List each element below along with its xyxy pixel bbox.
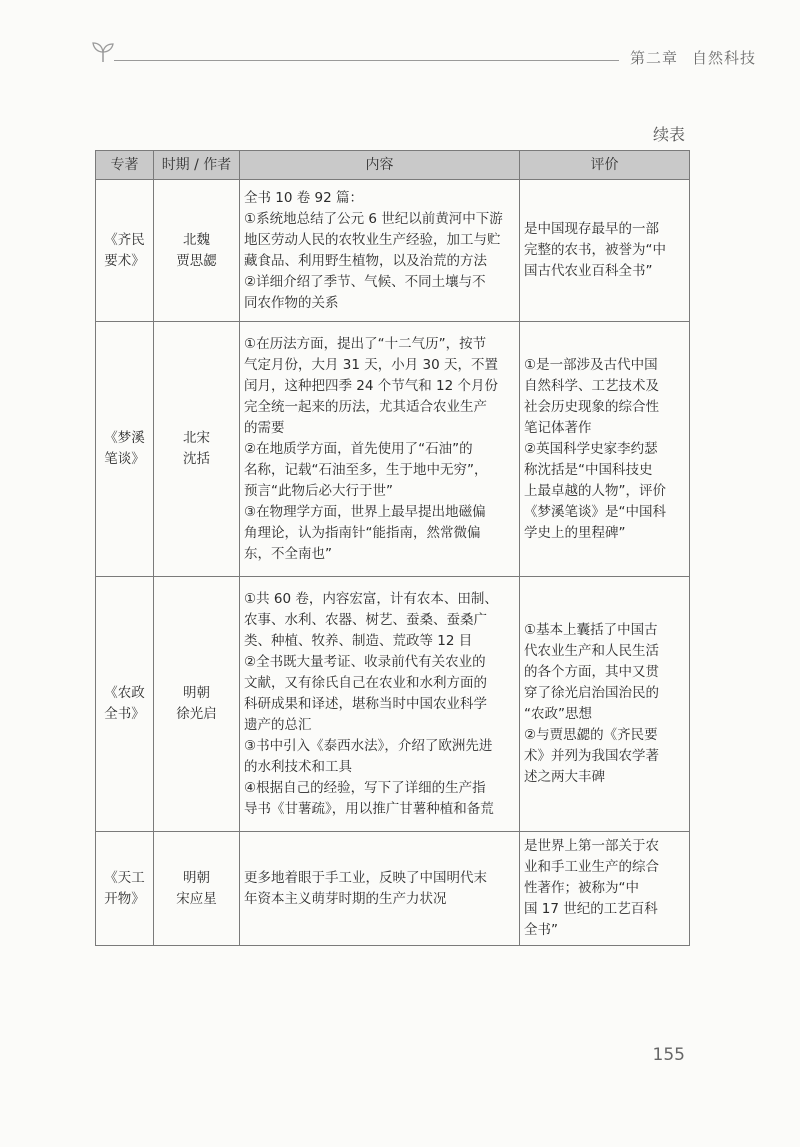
table-row bbox=[96, 577, 690, 832]
content-cell-line: ③在物理学方面，世界上最早提出地磁偏 bbox=[244, 503, 486, 520]
era-author bbox=[154, 322, 240, 577]
book-title-line: 《梦溪 bbox=[104, 430, 145, 446]
evaluation-cell-line: 称沈括是“中国科技史 bbox=[524, 461, 653, 478]
page-header bbox=[90, 40, 757, 80]
content-cell-line: 地区劳动人民的农牧业生产经验，加工与贮 bbox=[244, 231, 501, 248]
era-author-line: 北宋 bbox=[183, 430, 210, 446]
content-cell-line: 农事、水利、农器、树艺、蚕桑、蚕桑广 bbox=[244, 611, 487, 628]
evaluation-cell bbox=[520, 577, 690, 832]
book-title bbox=[96, 577, 154, 832]
evaluation-cell-line: 全书” bbox=[524, 922, 558, 938]
chapter-number: 第二章 bbox=[630, 49, 679, 67]
page-number: 155 bbox=[652, 1045, 685, 1065]
content-cell-line: 闰月，这种把四季 24 个节气和 12 个月份 bbox=[244, 377, 499, 394]
evaluation-cell-line: 完整的农书，被誉为“中 bbox=[524, 242, 666, 258]
content-cell-line: 更多地着眼于手工业，反映了中国明代末 bbox=[244, 869, 487, 886]
evaluation-cell-line: 上最卓越的人物”，评价 bbox=[524, 482, 666, 499]
content-cell-line: ②在地质学方面，首先使用了“石油”的 bbox=[244, 440, 473, 457]
evaluation-cell-line: 的各个方面，其中又贯 bbox=[524, 664, 659, 680]
book-title-line: 《天工 bbox=[104, 869, 145, 886]
evaluation-cell-line: ②英国科学史家李约瑟 bbox=[524, 440, 658, 457]
era-author-line: 徐光启 bbox=[176, 706, 217, 722]
table-header-row bbox=[96, 151, 690, 180]
content-cell-line: 藏食品、利用野生植物，以及治荒的方法 bbox=[244, 252, 487, 269]
book-title bbox=[96, 180, 154, 322]
evaluation-cell-line: 自然科学、工艺技术及 bbox=[524, 377, 659, 394]
table-row bbox=[96, 180, 690, 322]
era-author-line: 北魏 bbox=[183, 231, 210, 248]
evaluation-cell-line: 述之两大丰碑 bbox=[524, 769, 605, 785]
evaluation-cell bbox=[520, 832, 690, 946]
evaluation-cell-line: ①是一部涉及古代中国 bbox=[524, 356, 658, 373]
content-cell-line: 导书《甘薯疏》，用以推广甘薯种植和备荒 bbox=[244, 800, 494, 817]
sprout-icon bbox=[90, 40, 116, 64]
works-table bbox=[95, 150, 690, 946]
content-cell-line: ③书中引入《泰西水法》，介绍了欧洲先进 bbox=[244, 737, 493, 754]
content-cell-line: ①在历法方面，提出了“十二气历”，按节 bbox=[244, 335, 487, 352]
book-title-line: 要术》 bbox=[104, 252, 145, 269]
header-book: 专著 bbox=[96, 151, 154, 180]
evaluation-cell-line: 学史上的里程碑” bbox=[524, 524, 626, 541]
era-author-line: 宋应星 bbox=[176, 890, 217, 907]
evaluation-cell-line: ②与贾思勰的《齐民要 bbox=[524, 727, 658, 743]
era-author-line: 贾思勰 bbox=[176, 252, 217, 269]
header-evaluation: 评价 bbox=[520, 151, 690, 180]
era-author bbox=[154, 832, 240, 946]
content-cell-line: ②详细介绍了季节、气候、不同土壤与不 bbox=[244, 273, 486, 290]
content-cell bbox=[240, 180, 520, 322]
content-cell-line: 同农作物的关系 bbox=[244, 294, 339, 311]
book-title-line: 《齐民 bbox=[104, 231, 145, 248]
evaluation-cell-line: “农政”思想 bbox=[524, 706, 592, 722]
header-rule bbox=[114, 60, 619, 61]
evaluation-cell-line: ①基本上囊括了中国古 bbox=[524, 622, 658, 638]
book-title bbox=[96, 322, 154, 577]
evaluation-cell-line: 性著作；被称为“中 bbox=[524, 880, 639, 896]
header-content: 内容 bbox=[240, 151, 520, 180]
content-cell-line: ②全书既大量考证、收录前代有关农业的 bbox=[244, 653, 486, 670]
evaluation-cell-line: 穿了徐光启治国治民的 bbox=[524, 685, 659, 701]
evaluation-cell-line: 是世界上第一部关于农 bbox=[524, 838, 659, 854]
evaluation-cell-line: 国 17 世纪的工艺百科 bbox=[524, 901, 658, 917]
content-cell-line: 的需要 bbox=[244, 419, 285, 436]
chapter-title: 自然科技 bbox=[692, 49, 757, 67]
book-title-line: 全书》 bbox=[104, 706, 145, 722]
book-title-line: 开物》 bbox=[104, 890, 145, 907]
content-cell-line: 角理论，认为指南针“能指南，然常微偏 bbox=[244, 524, 481, 541]
book-title-line: 笔谈》 bbox=[104, 451, 145, 467]
evaluation-cell-line: 术》并列为我国农学著 bbox=[524, 748, 659, 764]
book-title-line: 《农政 bbox=[104, 685, 145, 701]
content-cell-line: 预言“此物后必大行于世” bbox=[244, 482, 393, 499]
header-era-author: 时期 / 作者 bbox=[154, 151, 240, 180]
content-cell-line: 名称，记载“石油至多，生于地中无穷”， bbox=[244, 461, 488, 478]
era-author bbox=[154, 180, 240, 322]
era-author-line: 沈括 bbox=[183, 451, 210, 467]
evaluation-cell-line: 笔记体著作 bbox=[524, 419, 592, 436]
content-cell-line: 东，不全南也” bbox=[244, 545, 332, 562]
content-cell-line: ④根据自己的经验，写下了详细的生产指 bbox=[244, 779, 486, 796]
era-author-line: 明朝 bbox=[183, 869, 210, 886]
era-author bbox=[154, 577, 240, 832]
evaluation-cell-line: 《梦溪笔谈》是“中国科 bbox=[524, 503, 666, 520]
evaluation-cell bbox=[520, 180, 690, 322]
content-cell-line: 气定月份，大月 31 天，小月 30 天，不置 bbox=[244, 356, 499, 373]
book-title bbox=[96, 832, 154, 946]
content-cell bbox=[240, 832, 520, 946]
content-cell-line: 科研成果和译述，堪称当时中国农业科学 bbox=[244, 695, 487, 712]
evaluation-cell bbox=[520, 322, 690, 577]
evaluation-cell-line: 国古代农业百科全书” bbox=[524, 263, 653, 279]
content-cell-line: 完全统一起来的历法，尤其适合农业生产 bbox=[244, 398, 487, 415]
evaluation-cell-line: 是中国现存最早的一部 bbox=[524, 221, 659, 237]
evaluation-cell-line: 业和手工业生产的综合 bbox=[524, 859, 659, 875]
content-cell-line: 遗产的总汇 bbox=[244, 716, 312, 733]
content-cell-line: ①共 60 卷，内容宏富，计有农本、田制、 bbox=[244, 590, 498, 607]
content-cell-line: 的水利技术和工具 bbox=[244, 758, 352, 775]
content-cell bbox=[240, 577, 520, 832]
table-row bbox=[96, 832, 690, 946]
content-cell-line: ①系统地总结了公元 6 世纪以前黄河中下游 bbox=[244, 210, 503, 227]
evaluation-cell-line: 社会历史现象的综合性 bbox=[524, 398, 659, 415]
chapter-heading bbox=[630, 47, 756, 68]
continued-label: 续表 bbox=[652, 125, 685, 144]
content-cell bbox=[240, 322, 520, 577]
content-cell-line: 类、种植、牧养、制造、荒政等 12 目 bbox=[244, 632, 473, 649]
evaluation-cell-line: 代农业生产和人民生活 bbox=[524, 643, 659, 659]
table-row bbox=[96, 322, 690, 577]
era-author-line: 明朝 bbox=[183, 685, 210, 701]
content-cell-line: 全书 10 卷 92 篇： bbox=[244, 189, 364, 206]
content-cell-line: 年资本主义萌芽时期的生产力状况 bbox=[244, 890, 447, 907]
content-cell-line: 文献，又有徐氏自己在农业和水利方面的 bbox=[244, 674, 487, 691]
